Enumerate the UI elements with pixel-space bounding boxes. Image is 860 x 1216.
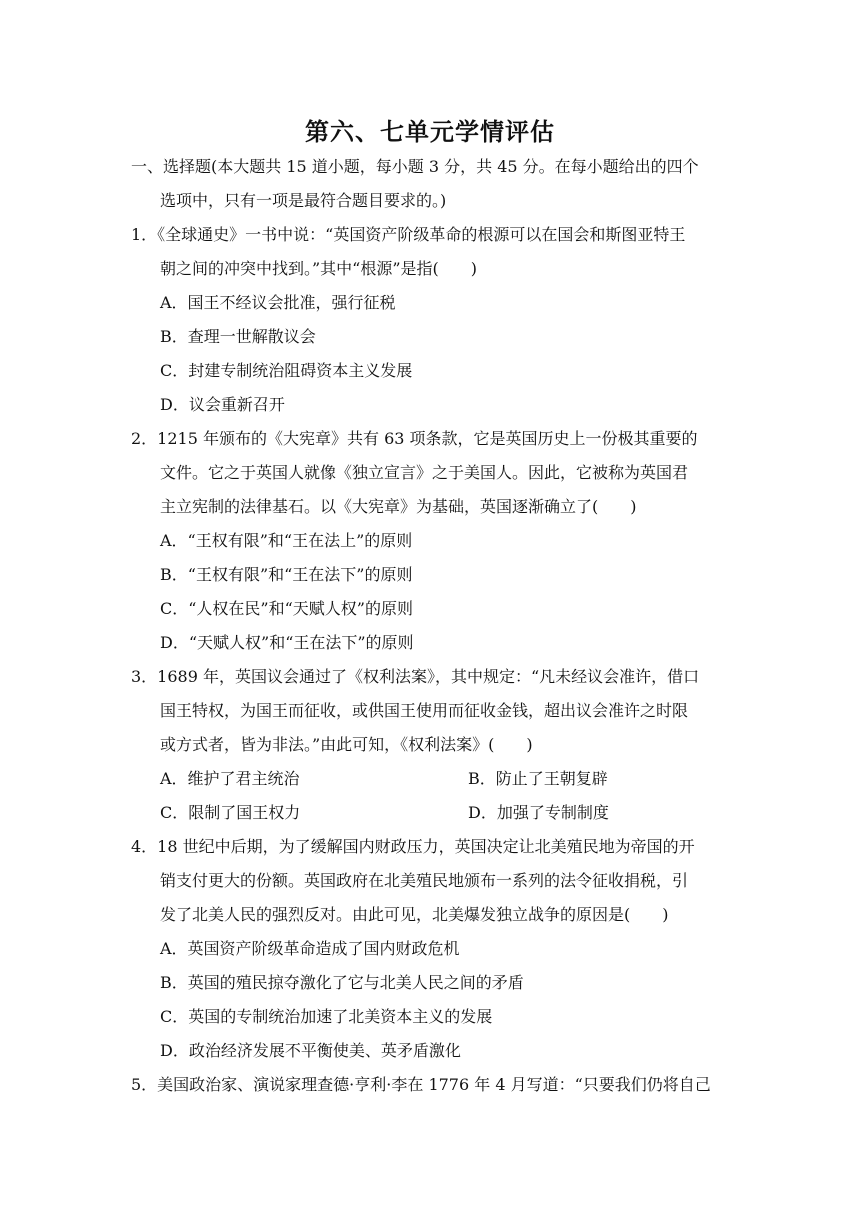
question-4-option-d: D．政治经济发展不平衡使美、英矛盾激化: [160, 1041, 461, 1060]
question-4-stem-line-2: 销支付更大的份额。英国政府在北美殖民地颁布一系列的法令征收捐税，引: [160, 871, 689, 890]
question-1-stem-line-1: 1．《全球通史》一书中说：“英国资产阶级革命的根源可以在国会和斯图亚特王: [131, 225, 686, 244]
question-2-stem-line-1: 2．1215 年颁布的《大宪章》共有 63 项条款，它是英国历史上一份极其重要的: [131, 429, 698, 448]
question-4-stem-line-3: 发了北美人民的强烈反对。由此可见，北美爆发独立战争的原因是( ): [160, 905, 669, 924]
question-4-stem-line-1: 4．18 世纪中后期，为了缓解国内财政压力，英国决定让北美殖民地为帝国的开: [131, 837, 695, 856]
question-2-stem-line-3: 主立宪制的法律基石。以《大宪章》为基础，英国逐渐确立了( ): [160, 497, 637, 516]
question-3-stem-line-2: 国王特权，为国王而征收，或供国王使用而征收金钱，超出议会准许之时限: [160, 701, 689, 720]
question-5-stem-line-1: 5．美国政治家、演说家理查德·亨利·李在 1776 年 4 月写道：“只要我们仍将自己: [131, 1075, 711, 1094]
question-3-option-d: D．加强了专制制度: [468, 803, 609, 822]
section-heading-line-2: 选项中，只有一项是最符合题目要求的。): [160, 191, 447, 210]
section-heading-line-1: 一、选择题(本大题共 15 道小题，每小题 3 分，共 45 分。在每小题给出的四个: [131, 157, 699, 176]
question-3-option-b: B．防止了王朝复辟: [468, 769, 608, 788]
question-2-stem-line-2: 文件。它之于英国人就像《独立宣言》之于美国人。因此，它被称为英国君: [160, 463, 689, 482]
question-4-option-b: B．英国的殖民掠夺激化了它与北美人民之间的矛盾: [160, 973, 524, 992]
question-1-option-a: A．国王不经议会批准，强行征税: [160, 293, 396, 312]
question-3-stem-line-1: 3．1689 年，英国议会通过了《权利法案》，其中规定：“凡未经议会准许，借口: [131, 667, 700, 686]
question-2-option-b: B．“王权有限”和“王在法下”的原则: [160, 565, 413, 584]
page-title: 第六、七单元学情评估: [305, 118, 555, 146]
question-3-option-c: C．限制了国王权力: [160, 803, 301, 822]
question-1-option-c: C．封建专制统治阻碍资本主义发展: [160, 361, 413, 380]
question-2-option-c: C．“人权在民”和“天赋人权”的原则: [160, 599, 413, 618]
question-1-option-d: D．议会重新召开: [160, 395, 285, 414]
question-2-option-a: A．“王权有限”和“王在法上”的原则: [160, 531, 413, 550]
question-1-stem-line-2: 朝之间的冲突中找到。”其中“根源”是指( ): [160, 259, 478, 278]
question-1-option-b: B．查理一世解散议会: [160, 327, 316, 346]
question-2-option-d: D．“天赋人权”和“王在法下”的原则: [160, 633, 414, 652]
question-4-option-a: A．英国资产阶级革命造成了国内财政危机: [160, 939, 460, 958]
question-4-option-c: C．英国的专制统治加速了北美资本主义的发展: [160, 1007, 493, 1026]
question-3-option-a: A．维护了君主统治: [160, 769, 300, 788]
question-3-stem-line-3: 或方式者，皆为非法。”由此可知，《权利法案》( ): [160, 735, 533, 754]
